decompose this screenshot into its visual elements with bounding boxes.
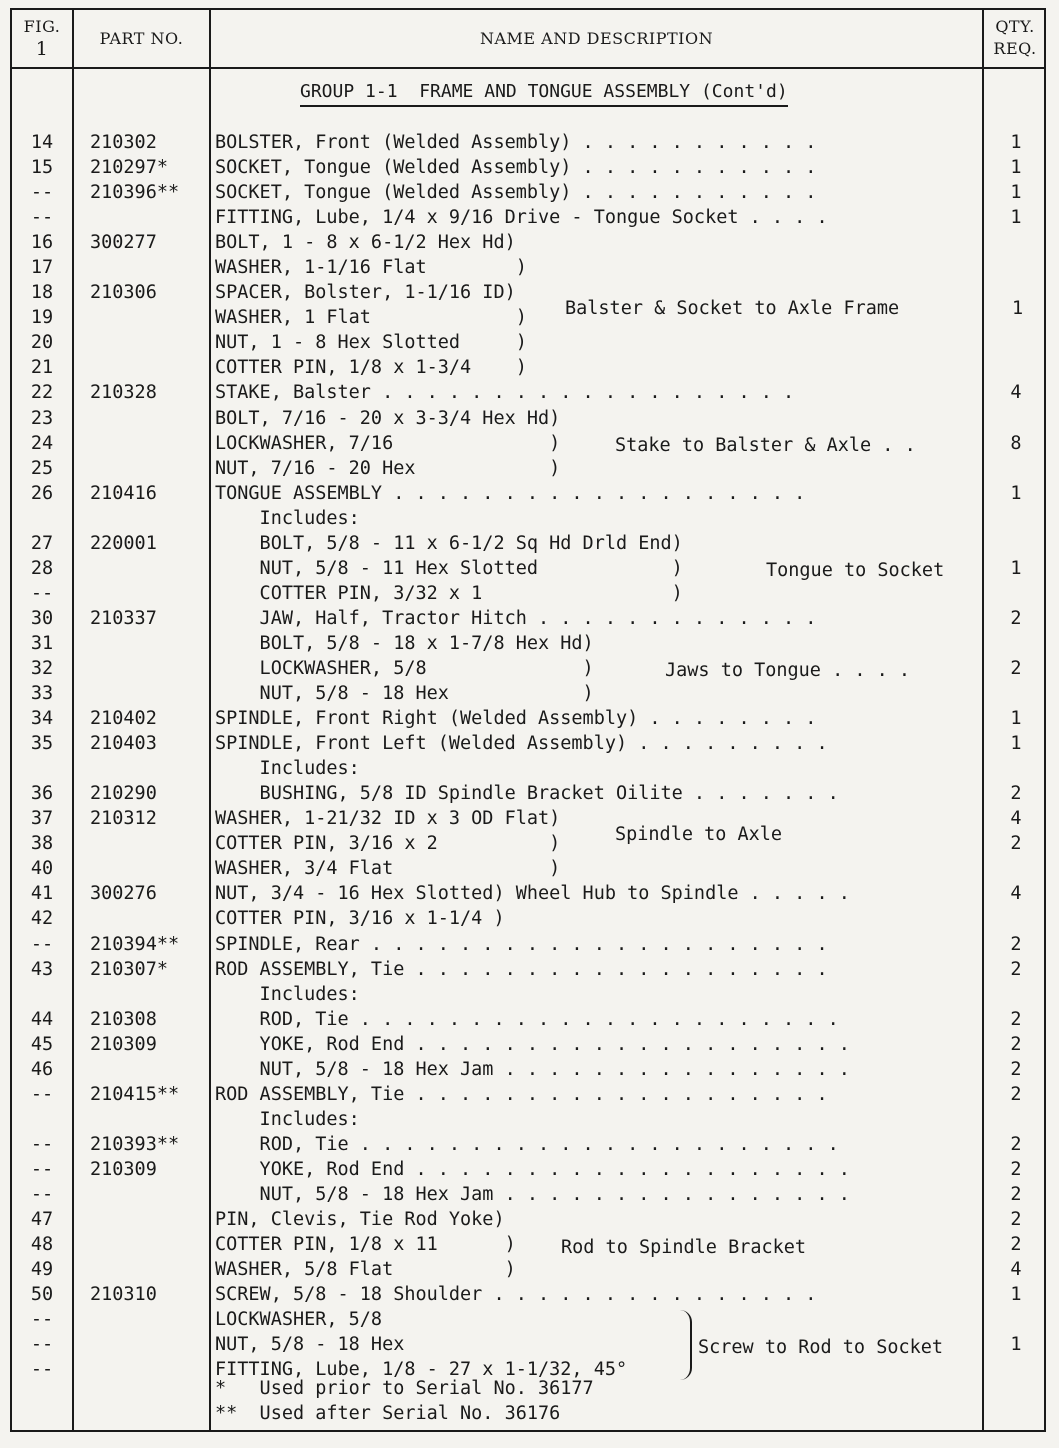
table-row <box>0 506 1059 531</box>
table-row <box>0 957 1059 982</box>
table-row <box>0 155 1059 180</box>
table-row <box>0 1132 1059 1157</box>
quantity: 2 <box>1010 958 1022 980</box>
fig-number: 44 <box>30 1008 54 1030</box>
fig-number: 35 <box>30 733 54 755</box>
quantity: 2 <box>1010 1033 1022 1055</box>
quantity: 2 <box>1010 1234 1022 1256</box>
part-description: ROD ASSEMBLY, Tie . . . . . . . . . . . . . . . . . . . <box>215 1083 828 1105</box>
fig-number: 36 <box>30 783 54 805</box>
table-row <box>0 906 1059 931</box>
table-row <box>0 982 1059 1007</box>
part-number: 210394** <box>90 933 180 955</box>
quantity: 1 <box>1010 708 1022 730</box>
part-description: BOLT, 7/16 - 20 x 3-3/4 Hex Hd) <box>215 407 561 429</box>
table-row <box>0 355 1059 380</box>
part-description: SPINDLE, Rear . . . . . . . . . . . . . . . . . . . . . <box>215 933 828 955</box>
quantity: 4 <box>1010 1259 1022 1281</box>
fig-number: -- <box>30 933 54 955</box>
table-row <box>0 1207 1059 1232</box>
part-description: SPINDLE, Front Left (Welded Assembly) . . . . . . . . . <box>215 733 828 755</box>
fig-number: -- <box>30 1158 54 1180</box>
fig-number: -- <box>30 207 54 229</box>
fig-number: 38 <box>30 833 54 855</box>
part-description: ROD ASSEMBLY, Tie . . . . . . . . . . . . . . . . . . . <box>215 958 828 980</box>
table-row <box>0 581 1059 606</box>
fig-number: 43 <box>30 958 54 980</box>
group-label-screw-rod: Screw to Rod to Socket <box>698 1337 944 1358</box>
table-row <box>0 1282 1059 1307</box>
group-label-rod-bracket: Rod to Spindle Bracket <box>561 1237 807 1258</box>
fig-number: -- <box>30 1309 54 1331</box>
table-row <box>0 406 1059 431</box>
part-description: SCREW, 5/8 - 18 Shoulder . . . . . . . . . . . . . . . <box>215 1284 817 1306</box>
part-description: ROD, Tie . . . . . . . . . . . . . . . . . . . . . . <box>215 1133 839 1155</box>
part-number: 210337 <box>90 607 157 629</box>
table-row <box>0 1182 1059 1207</box>
part-number: 210309 <box>90 1158 157 1180</box>
fig-number: 30 <box>30 607 54 629</box>
part-description: COTTER PIN, 3/16 x 2 ) <box>215 833 561 855</box>
group-title: GROUP 1-1 FRAME AND TONGUE ASSEMBLY (Cont'd) <box>300 80 788 107</box>
part-description: SOCKET, Tongue (Welded Assembly) . . . . . . . . . . . <box>215 157 817 179</box>
part-description: BOLT, 1 - 8 x 6-1/2 Hex Hd) <box>215 232 516 254</box>
part-description: WASHER, 3/4 Flat ) <box>215 858 561 880</box>
part-description: Includes: <box>215 758 360 780</box>
quantity: 1 <box>1010 1334 1022 1356</box>
table-row <box>0 531 1059 556</box>
part-description: NUT, 5/8 - 11 Hex Slotted ) <box>215 557 683 579</box>
quantity: 1 <box>1010 482 1022 504</box>
quantity: 2 <box>1010 1083 1022 1105</box>
table-row <box>0 1032 1059 1057</box>
part-number: 210393** <box>90 1133 180 1155</box>
table-row <box>0 230 1059 255</box>
table-row <box>0 856 1059 881</box>
quantity: 2 <box>1010 657 1022 679</box>
quantity: 2 <box>1010 1058 1022 1080</box>
part-description: NUT, 5/8 - 18 Hex Jam . . . . . . . . . . . . . . . . <box>215 1058 850 1080</box>
fig-number: -- <box>30 182 54 204</box>
table-row <box>0 205 1059 230</box>
part-description: Includes: <box>215 983 360 1005</box>
group-label-balster-socket: Balster & Socket to Axle Frame <box>565 298 900 319</box>
quantity: 8 <box>1010 432 1022 454</box>
table-row <box>0 305 1059 330</box>
fig-number: 31 <box>30 632 54 654</box>
quantity: 1 <box>1010 157 1022 179</box>
part-description: NUT, 5/8 - 18 Hex Jam . . . . . . . . . . . . . . . . <box>215 1183 850 1205</box>
table-row <box>0 932 1059 957</box>
fig-number: 26 <box>30 482 54 504</box>
group-label-jaws: Jaws to Tongue . . . . <box>665 660 911 681</box>
header-req-label: REQ. <box>993 39 1037 58</box>
fig-number: 47 <box>30 1209 54 1231</box>
table-row <box>0 180 1059 205</box>
fig-number: 25 <box>30 457 54 479</box>
fig-number: 34 <box>30 708 54 730</box>
fig-number: 32 <box>30 657 54 679</box>
header-name-description: NAME AND DESCRIPTION <box>479 29 714 48</box>
header-qty <box>984 16 1046 60</box>
part-number: 210328 <box>90 382 157 404</box>
part-description: COTTER PIN, 3/32 x 1 ) <box>215 582 683 604</box>
table-row <box>0 631 1059 656</box>
header-fig-number: 1 <box>35 38 49 60</box>
part-description: NUT, 3/4 - 16 Hex Slotted) Wheel Hub to Spindle . . . . . <box>215 883 850 905</box>
quantity: 4 <box>1010 808 1022 830</box>
quantity: 2 <box>1010 1209 1022 1231</box>
part-number: 220001 <box>90 532 157 554</box>
quantity: 1 <box>1010 733 1022 755</box>
quantity: 2 <box>1010 783 1022 805</box>
part-description: PIN, Clevis, Tie Rod Yoke) <box>215 1209 505 1231</box>
quantity: 4 <box>1010 883 1022 905</box>
quantity: 2 <box>1010 1183 1022 1205</box>
part-number: 210312 <box>90 808 157 830</box>
part-number: 210396** <box>90 182 180 204</box>
part-description: ROD, Tie . . . . . . . . . . . . . . . . . . . . . . <box>215 1008 839 1030</box>
table-row <box>0 130 1059 155</box>
part-description: BUSHING, 5/8 ID Spindle Bracket Oilite . . . . . . . <box>215 783 839 805</box>
fig-number: 24 <box>30 432 54 454</box>
fig-number: -- <box>30 1183 54 1205</box>
table-row <box>0 1057 1059 1082</box>
part-number: 210297* <box>90 157 168 179</box>
table-row <box>0 330 1059 355</box>
part-description: WASHER, 1 Flat ) <box>215 307 527 329</box>
parts-table-body <box>0 130 1059 1382</box>
part-description: BOLT, 5/8 - 18 x 1-7/8 Hex Hd) <box>215 632 594 654</box>
quantity: 1 <box>1010 207 1022 229</box>
table-row <box>0 1257 1059 1282</box>
part-number: 210302 <box>90 132 157 153</box>
quantity: 2 <box>1010 1133 1022 1155</box>
part-number: 210306 <box>90 282 157 304</box>
part-number: 210307* <box>90 958 168 980</box>
part-description: WASHER, 1-21/32 ID x 3 OD Flat) <box>215 808 561 830</box>
part-description: YOKE, Rod End . . . . . . . . . . . . . . . . . . . . <box>215 1158 850 1180</box>
part-description: BOLSTER, Front (Welded Assembly) . . . . . . . . . . . <box>215 132 817 153</box>
quantity: 1 <box>1010 182 1022 204</box>
quantity: 2 <box>1010 607 1022 629</box>
quantity: 1 <box>1010 132 1022 153</box>
part-number: 210402 <box>90 708 157 730</box>
part-description: COTTER PIN, 1/8 x 11 ) <box>215 1234 516 1256</box>
part-description: STAKE, Balster . . . . . . . . . . . . . . . . . . . <box>215 382 795 404</box>
part-description: FITTING, Lube, 1/8 - 27 x 1-1/32, 45° <box>215 1359 628 1381</box>
group-label-spindle-axle: Spindle to Axle <box>615 824 783 845</box>
header-fig <box>12 16 72 60</box>
fig-number: 22 <box>30 382 54 404</box>
brace-screw-rod <box>680 1310 692 1380</box>
part-number: 210290 <box>90 783 157 805</box>
table-row <box>0 806 1059 831</box>
footnote-prior: * Used prior to Serial No. 36177 <box>215 1378 594 1399</box>
table-row <box>0 481 1059 506</box>
fig-number: -- <box>30 582 54 604</box>
header-qty-label: QTY. <box>995 17 1035 36</box>
table-row <box>0 255 1059 280</box>
table-row <box>0 781 1059 806</box>
table-row <box>0 1007 1059 1032</box>
part-description: SPINDLE, Front Right (Welded Assembly) . . . . . . . . <box>215 708 817 730</box>
fig-number: 41 <box>30 883 54 905</box>
fig-number: 18 <box>30 282 54 304</box>
fig-number: 45 <box>30 1033 54 1055</box>
header-part-no: PART NO. <box>99 29 184 48</box>
part-description: LOCKWASHER, 7/16 ) <box>215 432 561 454</box>
fig-number: 49 <box>30 1259 54 1281</box>
fig-number: 15 <box>30 157 54 179</box>
fig-number: -- <box>30 1359 54 1381</box>
fig-number: -- <box>30 1083 54 1105</box>
fig-number: 42 <box>30 908 54 930</box>
group-label-stake: Stake to Balster & Axle . . <box>615 435 916 456</box>
table-row <box>0 681 1059 706</box>
quantity: 1 <box>1010 557 1022 579</box>
fig-number: 17 <box>30 257 54 279</box>
fig-number: 28 <box>30 557 54 579</box>
table-row <box>0 831 1059 856</box>
fig-number: 48 <box>30 1234 54 1256</box>
group-label-tongue-socket: Tongue to Socket <box>766 560 945 581</box>
table-row <box>0 456 1059 481</box>
quantity: 2 <box>1010 1158 1022 1180</box>
header-fig-label: FIG. <box>23 17 61 36</box>
part-description: SPACER, Bolster, 1-1/16 ID) <box>215 282 516 304</box>
table-row <box>0 1082 1059 1107</box>
fig-number: 33 <box>30 683 54 705</box>
fig-number: 16 <box>30 232 54 254</box>
table-row <box>0 1157 1059 1182</box>
part-description: SOCKET, Tongue (Welded Assembly) . . . . . . . . . . . <box>215 182 817 204</box>
part-description: LOCKWASHER, 5/8 ) <box>215 657 594 679</box>
table-row <box>0 1107 1059 1132</box>
fig-number: 27 <box>30 532 54 554</box>
quantity: 1 <box>1010 1284 1022 1306</box>
part-description: WASHER, 1-1/16 Flat ) <box>215 257 527 279</box>
table-row <box>0 380 1059 405</box>
fig-number: 20 <box>30 332 54 354</box>
fig-number: 21 <box>30 357 54 379</box>
fig-number: 46 <box>30 1058 54 1080</box>
part-number: 210415** <box>90 1083 180 1105</box>
part-description: YOKE, Rod End . . . . . . . . . . . . . . . . . . . . <box>215 1033 850 1055</box>
part-description: Includes: <box>215 1108 360 1130</box>
part-description: NUT, 5/8 - 18 Hex <box>215 1334 405 1356</box>
table-row <box>0 756 1059 781</box>
part-number: 210309 <box>90 1033 157 1055</box>
part-description: COTTER PIN, 1/8 x 1-3/4 ) <box>215 357 527 379</box>
fig-number: -- <box>30 1334 54 1356</box>
header-divider <box>10 67 1046 69</box>
fig-number: -- <box>30 1133 54 1155</box>
fig-number: 23 <box>30 407 54 429</box>
fig-number: 14 <box>30 132 54 153</box>
table-row <box>0 706 1059 731</box>
part-description: LOCKWASHER, 5/8 <box>215 1309 383 1331</box>
part-description: WASHER, 5/8 Flat ) <box>215 1259 516 1281</box>
table-row <box>0 731 1059 756</box>
part-number: 210416 <box>90 482 157 504</box>
part-description: NUT, 1 - 8 Hex Slotted ) <box>215 332 527 354</box>
part-description: JAW, Half, Tractor Hitch . . . . . . . . . . . . . <box>215 607 817 629</box>
fig-number: 40 <box>30 858 54 880</box>
footnote-after: ** Used after Serial No. 36176 <box>215 1403 561 1424</box>
part-description: FITTING, Lube, 1/4 x 9/16 Drive - Tongue Socket . . . . <box>215 207 828 229</box>
table-row <box>0 881 1059 906</box>
part-number: 210310 <box>90 1284 157 1306</box>
part-description: BOLT, 5/8 - 11 x 6-1/2 Sq Hd Drld End) <box>215 532 683 554</box>
quantity: 2 <box>1010 833 1022 855</box>
part-description: NUT, 5/8 - 18 Hex ) <box>215 683 594 705</box>
part-number: 210403 <box>90 733 157 755</box>
part-description: Includes: <box>215 507 360 529</box>
fig-number: 37 <box>30 808 54 830</box>
quantity: 2 <box>1010 933 1022 955</box>
fig-number: 50 <box>30 1284 54 1306</box>
part-number: 300277 <box>90 232 157 254</box>
part-number: 300276 <box>90 883 157 905</box>
part-description: TONGUE ASSEMBLY . . . . . . . . . . . . . . . . . . . <box>215 482 806 504</box>
part-description: COTTER PIN, 3/16 x 1-1/4 ) <box>215 908 505 930</box>
table-row <box>0 606 1059 631</box>
table-row <box>0 1232 1059 1257</box>
group-qty-balster-socket: 1 <box>1012 298 1024 319</box>
fig-number: 19 <box>30 307 54 329</box>
quantity: 4 <box>1010 382 1022 404</box>
table-row <box>0 1307 1059 1332</box>
part-number: 210308 <box>90 1008 157 1030</box>
part-description: NUT, 7/16 - 20 Hex ) <box>215 457 561 479</box>
quantity: 2 <box>1010 1008 1022 1030</box>
table-row <box>0 280 1059 305</box>
